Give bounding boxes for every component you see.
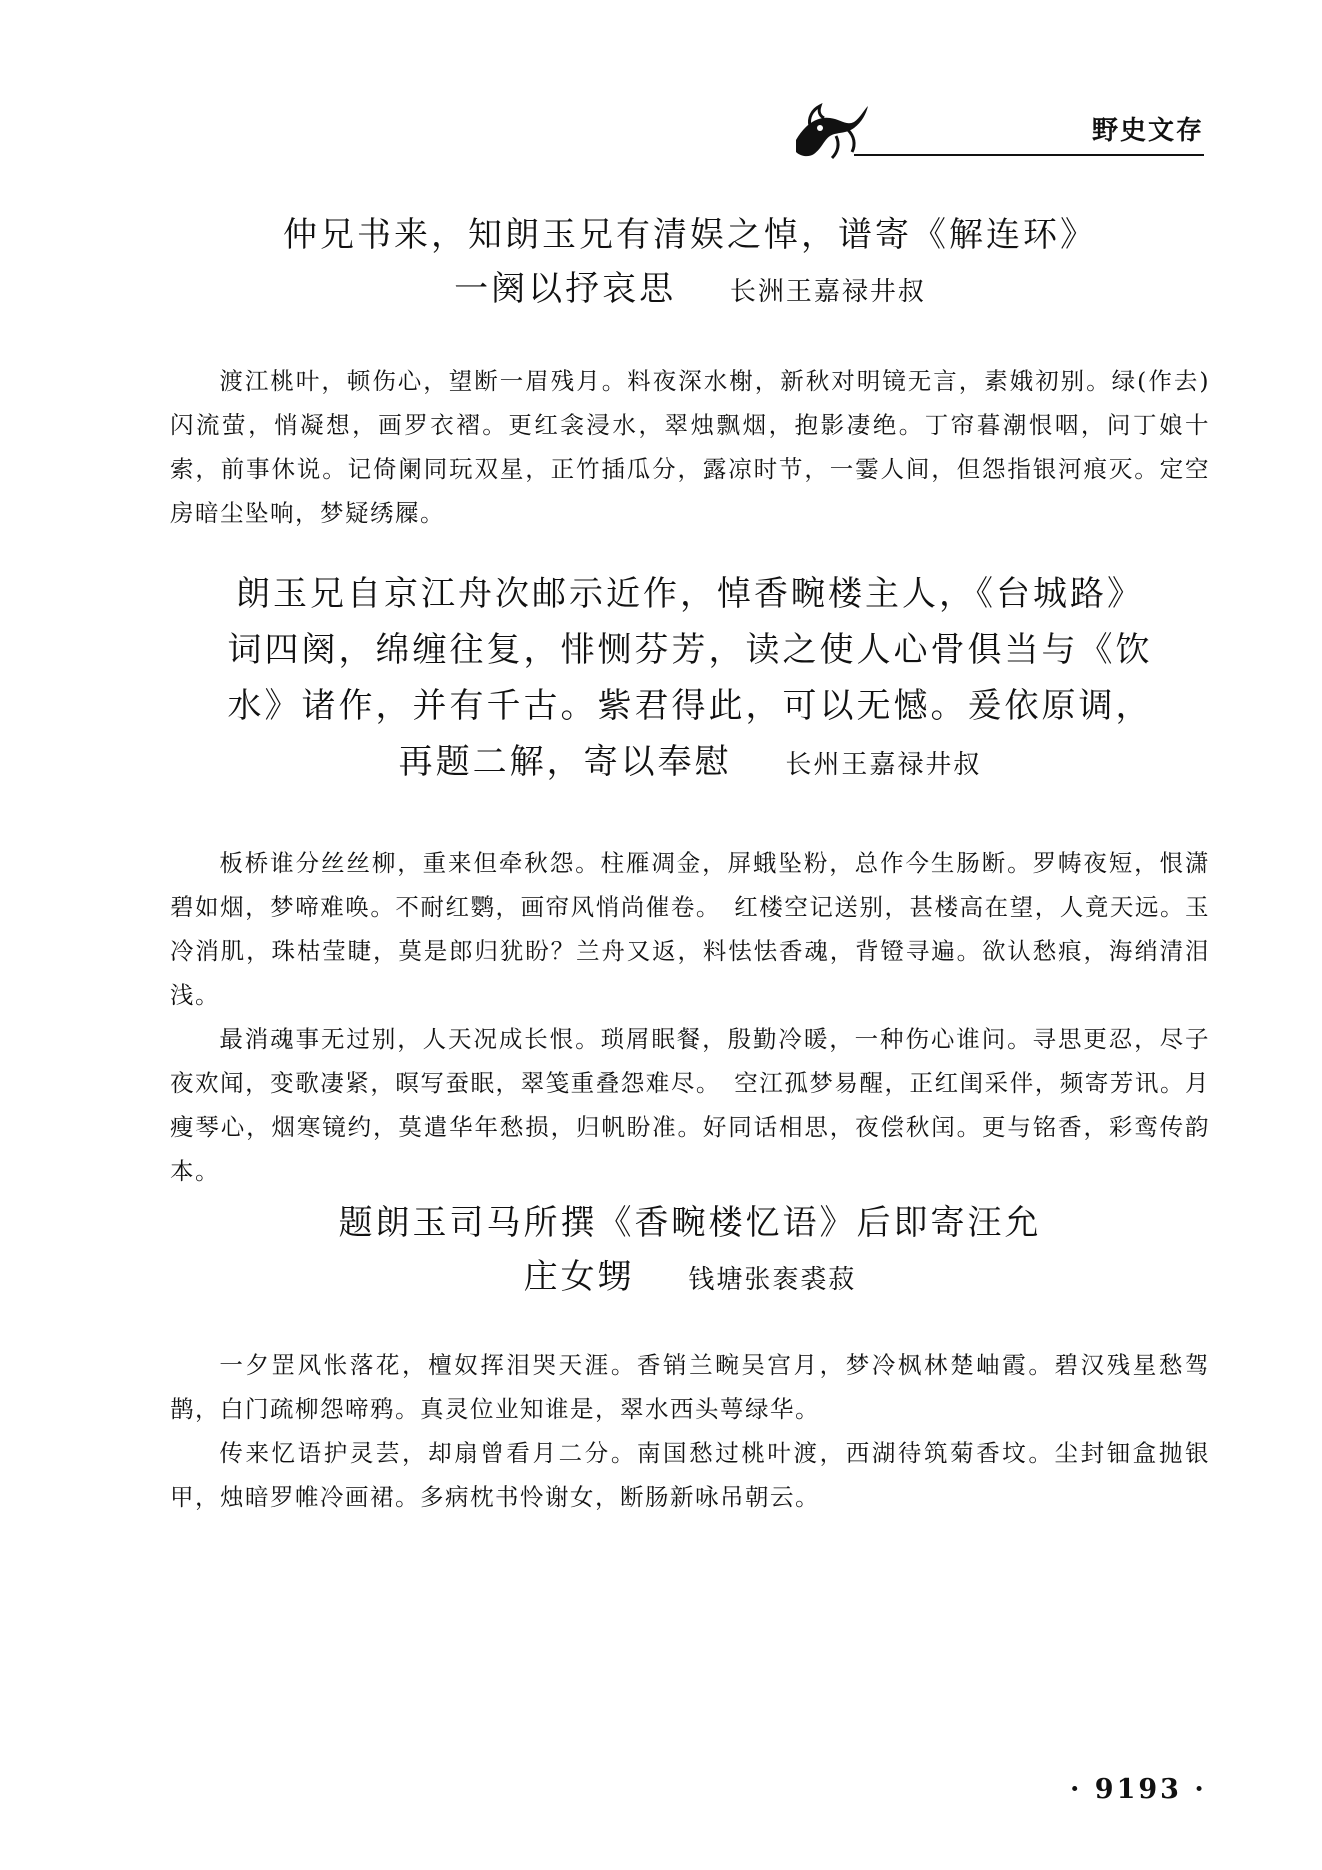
poem-paragraph: 渡江桃叶，顿伤心，望断一眉残月。料夜深水榭，新秋对明镜无言，素娥初别。绿(作去)闪流萤，悄凝想，画罗衣褶。更红衾浸水，翠烛飘烟，抱影凄绝。丁帘暮潮恨咽，问丁娘十索，前事休说。记倚阑同玩双星，正竹插瓜分，露凉时节，一霎人间，但怨指银河痕灭。定空房暗尘坠响，梦疑绣屧。 [170, 367, 1210, 527]
author-name: 长州王嘉禄井叔 [785, 750, 982, 780]
header-rule [854, 154, 1204, 156]
section-title [170, 1196, 1210, 1307]
section-title [170, 566, 1210, 793]
page-header [790, 96, 1210, 156]
page-number: · 9193 · [1070, 1774, 1207, 1805]
title-line: 仲兄书来，知朗玉兄有清娱之悼，谱寄《解连环》 [283, 215, 1097, 255]
title-line: 题朗玉司马所撰《香畹楼忆语》后即寄汪允 [338, 1203, 1042, 1243]
dragon-emblem-icon [790, 96, 872, 162]
poem-section-2 [170, 566, 1210, 1193]
title-line: 朗玉兄自京江舟次邮示近作，悼香畹楼主人，《台城路》 [236, 574, 1144, 614]
title-line: 再题二解，寄以奉慰 [398, 742, 732, 782]
title-line: 一阕以抒哀思 [454, 269, 677, 309]
poem-section-1 [170, 208, 1210, 535]
running-title: 野史文存 [1091, 116, 1204, 146]
poem-paragraph: 最消魂事无过别，人天况成长恨。琐屑眠餐，殷勤冷暖，一种伤心谁问。寻思更忍，尽子夜欢闻，变歌凄紧，暝写蚕眠，翠笺重叠怨难尽。 空江孤梦易醒，正红闺采伴，频寄芳讯。月瘦琴心，烟寒镜约，莫遣华年愁损，归帆盼准。好同话相思，夜偿秋闰。更与铭香，彩鸾传韵本。 [170, 1025, 1210, 1185]
title-line: 水》诸作，并有千古。紫君得此，可以无憾。爰依原调， [227, 686, 1153, 726]
section-title [170, 208, 1210, 319]
title-line: 庄女甥 [523, 1257, 635, 1297]
poem-paragraph: 传来忆语护灵芸，却扇曾看月二分。南国愁过桃叶渡，西湖待筑菊香坟。尘封钿盒抛银甲，烛暗罗帷冷画裙。多病枕书怜谢女，断肠新咏吊朝云。 [170, 1439, 1210, 1511]
poem-section-3 [170, 1196, 1210, 1519]
title-line: 词四阕，绵缠往复，悱恻芬芳，读之使人心骨俱当与《饮 [227, 630, 1153, 670]
author-name: 长洲王嘉禄井叔 [729, 277, 926, 307]
poem-paragraph: 一夕罡风怅落花，檀奴挥泪哭天涯。香销兰畹吴宫月，梦冷枫林楚岫霞。碧汉残星愁驾鹊，白门疏柳怨啼鸦。真灵位业知谁是，翠水西头萼绿华。 [170, 1351, 1210, 1423]
poem-paragraph: 板桥谁分丝丝柳，重来但牵秋怨。柱雁凋金，屏蛾坠粉，总作今生肠断。罗帱夜短，恨潇碧如烟，梦啼难唤。不耐红鹦，画帘风悄尚催卷。 红楼空记送别，甚楼高在望，人竟天远。玉冷消肌，珠枯莹睫，莫是郎归犹盼？兰舟又返，料怯怯香魂，背镫寻遍。欲认愁痕，海绡清泪浅。 [170, 849, 1210, 1009]
author-name: 钱塘张袠裘菽 [688, 1265, 857, 1295]
